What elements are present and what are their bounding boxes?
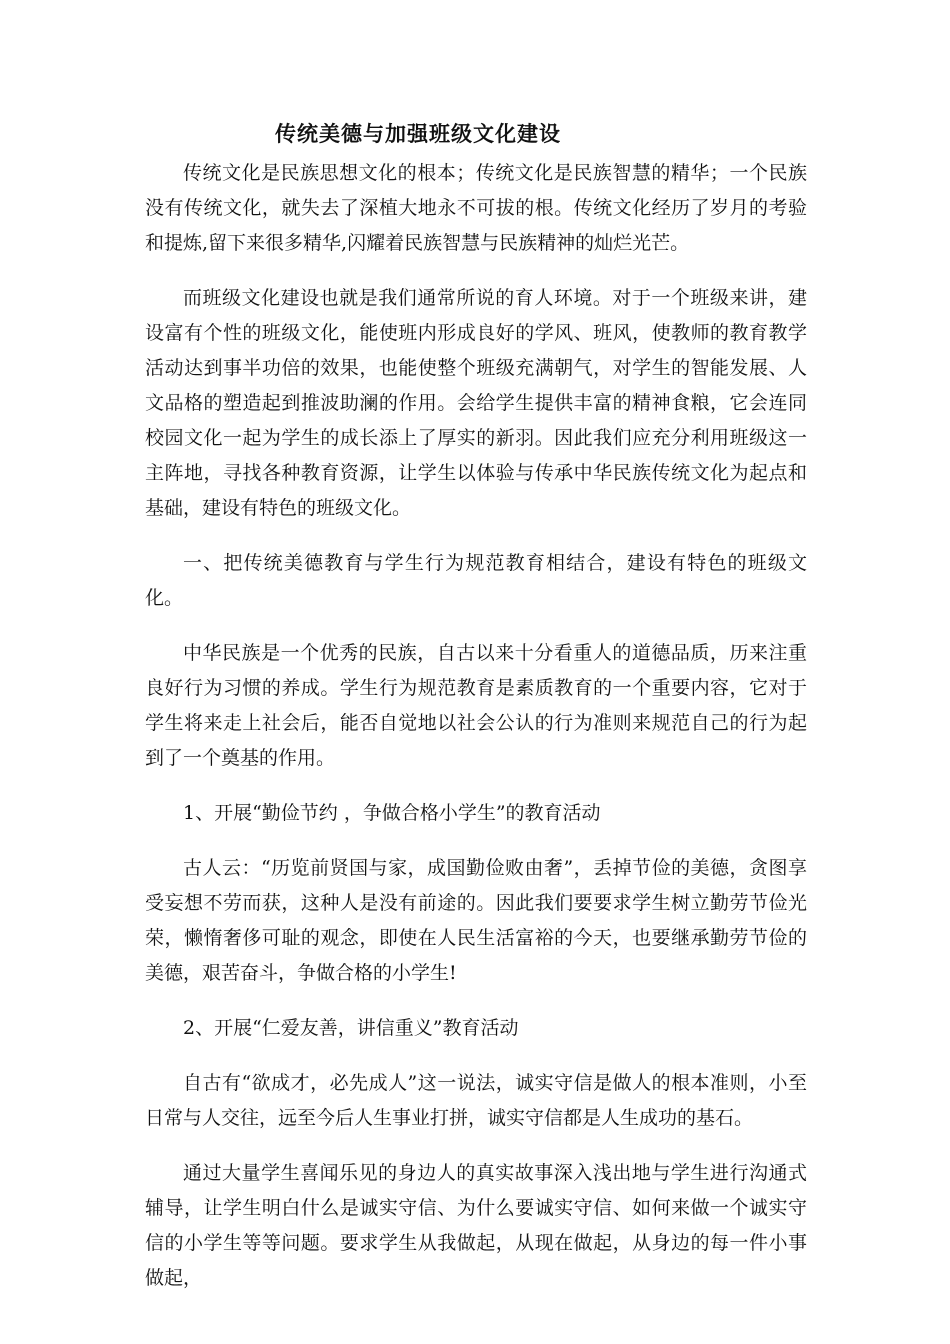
- paragraph-frugality: 古人云：“历览前贤国与家，成国勤俭败由奢”，丢掉节俭的美德，贪图享受妄想不劳而获，这种人是没有前途的。因此我们要要求学生树立勤劳节俭光荣，懒惰奢侈可耻的观念，即使在人民生活富裕的今天，也要继承勤劳节俭的美德，艰苦奋斗，争做合格的小学生!: [145, 857, 807, 984]
- subheading-frugality-activity: 1、开展“勤俭节约 ，争做合格小学生”的教育活动: [183, 802, 601, 824]
- document-title: 传统美德与加强班级文化建设: [275, 122, 561, 146]
- section-heading-one: 一、把传统美德教育与学生行为规范教育相结合，建设有特色的班级文化。: [145, 552, 807, 609]
- subheading-kindness-activity: 2、开展“仁爱友善，讲信重义”教育活动: [183, 1017, 519, 1039]
- paragraph-class-culture: 而班级文化建设也就是我们通常所说的育人环境。对于一个班级来讲，建设富有个性的班级文化，能使班内形成良好的学风、班风，使教师的教育教学活动达到事半功倍的效果，也能使整个班级充满朝气，对学生的智能发展、人文品格的塑造起到推波助澜的作用。会给学生提供丰富的精神食粮，它会连同校园文化一起为学生的成长添上了厚实的新羽。因此我们应充分利用班级这一主阵地，寻找各种教育资源，让学生以体验与传承中华民族传统文化为起点和基础，建设有特色的班级文化。: [145, 287, 807, 519]
- paragraph-intro-traditional-culture: 传统文化是民族思想文化的根本；传统文化是民族智慧的精华；一个民族没有传统文化，就失去了深植大地永不可拔的根。传统文化经历了岁月的考验和提炼,留下来很多精华,闪耀着民族智慧与民族精神的灿烂光芒。: [145, 162, 807, 254]
- paragraph-honesty: 自古有“欲成才，必先成人”这一说法，诚实守信是做人的根本准则，小至日常与人交往，远至今后人生事业打拼，诚实守信都是人生成功的基石。: [145, 1072, 807, 1129]
- paragraph-stories-guidance: 通过大量学生喜闻乐见的身边人的真实故事深入浅出地与学生进行沟通式辅导，让学生明白什么是诚实守信、为什么要诚实守信、如何来做一个诚实守信的小学生等等问题。要求学生从我做起，从现在做起，从身边的每一件小事做起，: [145, 1162, 807, 1289]
- paragraph-behavior-norms: 中华民族是一个优秀的民族，自古以来十分看重人的道德品质，历来注重良好行为习惯的养成。学生行为规范教育是素质教育的一个重要内容，它对于学生将来走上社会后，能否自觉地以社会公认的行为准则来规范自己的行为起到了一个奠基的作用。: [145, 642, 807, 769]
- document-body: [145, 156, 807, 1316]
